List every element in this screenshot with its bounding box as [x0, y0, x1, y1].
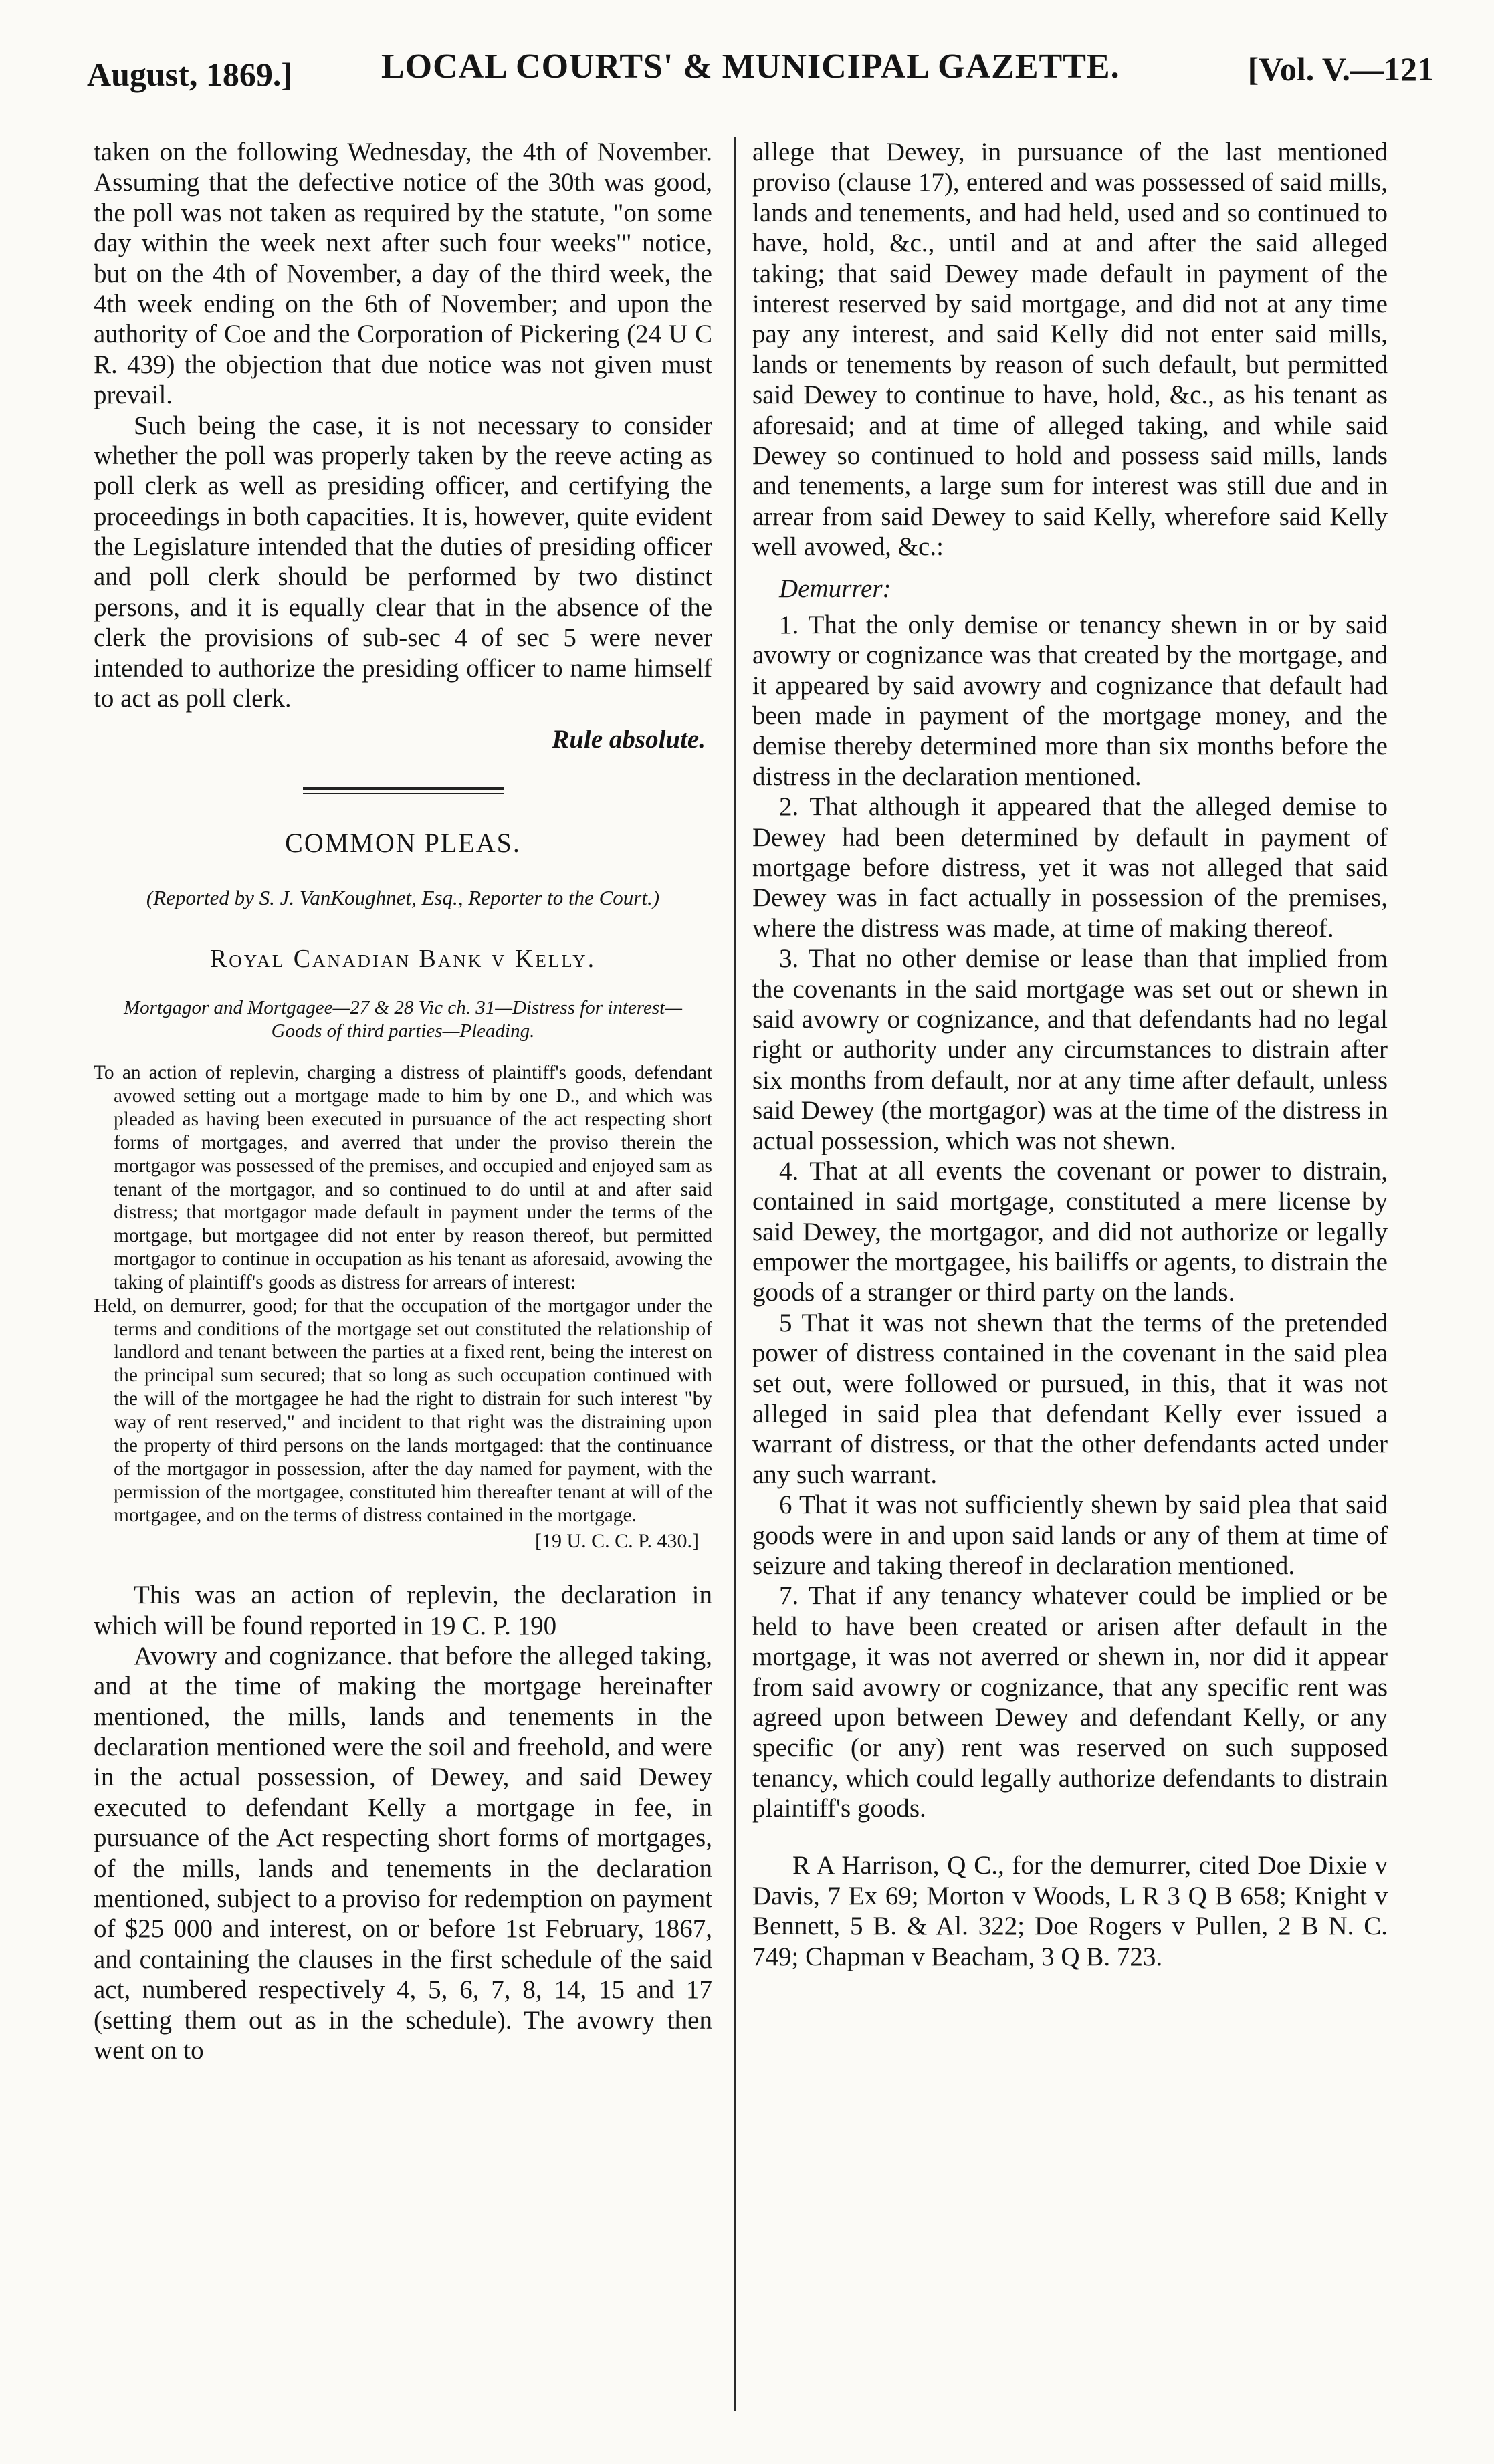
avowry-paragraph: Avowry and cognizance. that before the alleged taking, and at the time of making the mortgage hereinafter mentioned, the mills, lands and tenements in the declaration mentioned were the soil and freehold, and were in the actual possession, of Dewey, and said Dewey executed to defendant Kelly a mortgage in fee, in pursuance of the Act respecting short forms of mortgages, of the mills, lands and tenements in the declaration mentioned, subject to a proviso for redemption on payment of $25 000 and interest, on or before 1st February, 1867, and containing the clauses in the first schedule of the said act, numbered respectively 4, 5, 6, 7, 8, 14, 15 and 17 (setting them out as in the schedule). The avowry then went on to: [94, 1641, 712, 2065]
demurrer-item: 2. That although it appeared that the alleged demise to Dewey had been determined by default in payment of mortgage before distress, yet it was not alleged that said Dewey was in fact actually in possession of the premises, where the distress was made, at time of making thereof.: [752, 792, 1388, 943]
left-paragraph-3: This was an action of replevin, the declaration in which will be found reported in 19 C. P. 190: [94, 1581, 712, 1640]
header-date: August, 1869.]: [87, 55, 292, 93]
left-column: [94, 137, 712, 2065]
left-opening-paragraph: taken on the following Wednesday, the 4th of November. Assuming that the defective notice of the 30th was good, the poll was not taken as required by the statute, "on some day within the week next after such four weeks'" notice, but on the 4th of November, a day of the third week, the 4th week ending on the 6th of November; and upon the authority of Coe and the Corporation of Pickering (24 U C R. 439) the objection that due notice was not given must prevail.: [94, 138, 712, 410]
section-divider: [303, 787, 504, 794]
right-opening-paragraph: allege that Dewey, in pursuance of the last mentioned proviso (clause 17), entered and was possessed of said mills, lands and tenements, and had held, used and so continued to have, hold, &c., until and at and after the said alleged taking; that said Dewey made default in payment of the interest reserved by said mortgage, and did not at any time pay any interest, and said Kelly did not enter said mills, lands or tenements by reason of such default, but permitted said Dewey to continue to have, hold, &c., as his tenant as aforesaid; and at time of alleged taking, and while said Dewey so continued to hold and possess said mills, lands and tenements, a large sum for interest was still due and in arrear from said Dewey to said Kelly, wherefore said Kelly well avowed, &c.:: [752, 138, 1388, 562]
report-citation: [19 U. C. C. P. 430.]: [534, 1530, 699, 1553]
right-column: [752, 137, 1388, 1972]
reported-by: (Reported by S. J. VanKoughnet, Esq., Reporter to the Court.): [146, 886, 660, 910]
counsel-paragraph: R A Harrison, Q C., for the demurrer, cited Doe Dixie v Davis, 7 Ex 69; Morton v Woods, L R 3 Q B 658; Knight v Bennett, 5 B. & Al. 322; Doe Rogers v Pullen, 2 B N. C. 749; Chapman v Beacham, 3 Q B. 723.: [752, 1851, 1388, 1971]
syllabus-paragraph: To an action of replevin, charging a distress of plaintiff's goods, defendant avowed setting out a mortgage made to him by one D., and which was pleaded as having been executed in pursuance of the act respecting short forms of mortgages, and averred that under the proviso therein the mortgagor was possessed of the premises, and occupied and enjoyed sam as tenant of the mortgagor, and so continued to do until at and after said distress; that mortgagor made default in payment under the terms of the mortgage, but mortgagee did not enter by reason thereof, but permitted mortgagor to continue in occupation as his tenant as aforesaid, avowing the taking of plaintiff's goods as distress for arrears of interest:: [94, 1062, 712, 1293]
demurrer-item: 1. That the only demise or tenancy shewn in or by said avowry or cognizance was that created by the mortgage, and it appeared by said avowry and cognizance that default had been made in payment of the mortgage money, and the demise thereby determined more than six months before the distress in the declaration mentioned.: [752, 610, 1388, 791]
demurrer-label: Demurrer:: [779, 574, 891, 604]
demurrer-item: 6 That it was not sufficiently shewn by said plea that said goods were in and upon said lands or any of them at time of seizure and taking thereof in declaration mentioned.: [752, 1490, 1388, 1580]
header-volume: [Vol. V.—121: [1247, 50, 1434, 88]
page-header: [87, 40, 1434, 114]
demurrer-item: 7. That if any tenancy whatever could be implied or be held to have been created or arisen after default in the mortgage, it was not averred or shewn in, nor did it appear from said avowry or cognizance, that any specific rent was agreed upon between Dewey and defendant Kelly, or any specific (or any) rent was reserved on such supposed tenancy, which could legally authorize defendants to distrain plaintiff's goods.: [752, 1581, 1388, 1823]
case-title: Royal Canadian Bank v Kelly.: [209, 944, 597, 973]
column-divider: [734, 137, 736, 2411]
section-title: COMMON PLEAS.: [285, 827, 521, 858]
syllabus: [94, 1061, 712, 1527]
demurrer-item: 3. That no other demise or lease than that implied from the covenants in the said mortgage was set out or shewn in said avowry or cognizance, and that defendants had no legal right or authority under any circumstances to distrain after six months from default, nor at any time after default, unless said Dewey (the mortgagor) was at the time of the distress in actual possession, which was not shewn.: [752, 944, 1388, 1155]
demurrer-item: 5 That it was not shewn that the terms of the pretended power of distress contained in the covenant in the said plea set out, were followed or pursued, in this, that it was not alleged in said plea that defendant Kelly ever issued a warrant of distress, or that the other defendants acted under any such warrant.: [752, 1308, 1388, 1489]
syllabus-held: Held, on demurrer, good; for that the occupation of the mortgagor under the terms and conditions of the mortgage set out constituted the relationship of landlord and tenant between the parties at a fixed rent, being the interest on the principal sum secured; that so long as such occupation continued with the will of the mortgagee he had the right to distrain for such interest "by way of rent reserved," and incident to that right was the distraining upon the property of third persons on the lands mortgaged: that the continuance of the mortgagor in possession, after the day named for payment, with the permission of the mortgagee, constituted him thereafter tenant at will of the mortgagee, and on the terms of distress contained in the mortgage.: [94, 1295, 712, 1527]
header-title: LOCAL COURTS' & MUNICIPAL GAZETTE.: [381, 47, 1120, 86]
demurrer-item: 4. That at all events the covenant or power to distrain, contained in said mortgage, constituted a mere license by said Dewey, the mortgagor, and did not authorize or legally empower the mortgagee, his bailiffs or agents, to distrain the goods of a stranger or third party on the lands.: [752, 1156, 1388, 1307]
syllabus-heading: Mortgagor and Mortgagee—27 & 28 Vic ch. 31—Distress for interest—Goods of third parties—Pleading.: [123, 996, 683, 1042]
left-paragraph-2: Such being the case, it is not necessary to consider whether the poll was properly taken by the reeve acting as poll clerk as well as presiding officer, and certifying the proceedings in both capacities. It is, however, quite evident the Legislature intended that the duties of presiding officer and poll clerk should be performed by two distinct persons, and it is equally clear that in the absence of the clerk the provisions of sub-sec 4 of sec 5 were never intended to authorize the presiding officer to name himself to act as poll clerk.: [94, 411, 712, 713]
rule-absolute: Rule absolute.: [552, 725, 706, 754]
